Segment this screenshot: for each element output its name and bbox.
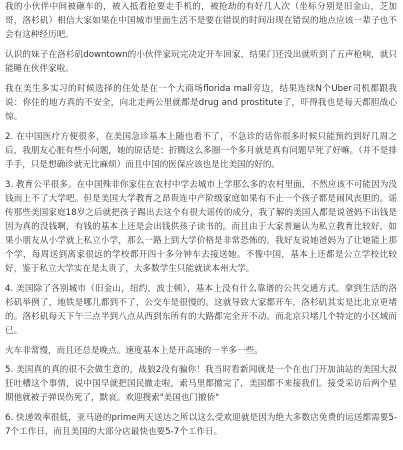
paragraph-education: 3. 教育公平很多。在中国殊非你家住在农村中学去城市上学那么多的农村里面，不然应该不可能因为没钱而上不了大学吧。但是美国大学教育之昂贵连中产阶级家庭如果有不止一个孩子都是闹风丧胆的。谣传那些美国家庭18岁之后就把孩子踢出去这个有很大谣传的成分，我了解的美国人都是说爸妈不出钱是因为真的没钱啊，有钱的基本上还是会出钱供孩子读书的。而且由于大家普遍认为私立教育比较好，如果小朋友从小学就上私立小学，那么一路上到大学价格是非常恐怖的。我好友说她爸妈为了让她能上那个学，每周送到离家很远的学校都开四十多分钟车去接送她。不像中国，基本上还都是公立学校比较好，鉴于私立大学实在是太贵了，大多数学生只能就读本州大学。 xyxy=(5,180,397,274)
paragraph-evacuation: 5. 美国真的真的很不会做生意的，战狼2没有骗你！我当时看新闻就是一个在也门开加油站的美国大叔狂吐槽这个事情，说中国早就把国民撤走啦，索马里都撤完了，美国都不来接我们。接受采访后两个星期他就被子弹误伤死了，默哀。欢迎搜索"美国也门撤侨" xyxy=(5,365,397,403)
paragraph-public-transit: 4. 美国除了各别城市（旧金山，纽约，波士顿），基本上没有什么靠谱的公共交通方式。拿到生活的洛杉矶举例了，地铁是哪儿都到不了，公交车是很慢的。这就导致大家都开车，洛杉矶其实是比北京更堵的。洛杉矶每天下午三点半到八点从西到东所有的大路都完全开不动。而北京只堵几个特定的小区域而已。 xyxy=(5,284,397,336)
paragraph-robbery-experiences: 我的小伙伴中间被砸车的，被入抵看抢要走手机的，被抢劫的有好几人次（坐标分别是旧金山，芝加哥，洛杉矶）相信大家如果在中国城市里面生活不是要在错误的时间出现在错误的地点应该一辈子也不会有这种经历吧。 xyxy=(5,2,397,40)
paragraph-uber-drivers-warning: 我在美生多实习的时候选择的住处是在一个大商场florida mall旁边，结果连续N个Uber司机都跟我说：你住的地方真的不安全，向北走两公里就都是drug and prostitute了，吓得我也是每天都胆战心惊。 xyxy=(5,84,397,122)
paragraph-trains: 火车非常慢，而且还总是晚点。速度基本上是开高速的一半多一些。 xyxy=(5,346,263,356)
paragraph-healthcare: 2. 在中国医疗方便很多，在美国急诊基本上随也看不了，不急诊的话你很多时候只能预约到好几周之后，我朋友心脏有些小问题，她的原话是：折腾这么多圈一个多月就是真有问题早死了好嘛。（并不是排手手，只是想确诊就无比麻烦）而且中国的医保应该也是比美国的好的。 xyxy=(5,132,397,170)
paragraph-delivery: 6. 快递效率很低，亚马逊的prime两天送达之所以这么受欢迎就是因为绝大多数店免费的运送都需要5-7个工作日，而且美国的大部分店最快也要5-7个工作日。 xyxy=(5,413,397,437)
paragraph-gunshots-downtown: 认识的妹子在洛杉矶downtown的小伙伴家玩完决定开车回家，结果门还没出就听到了五声枪响，就只能睡在伙伴家啦。 xyxy=(5,50,397,74)
